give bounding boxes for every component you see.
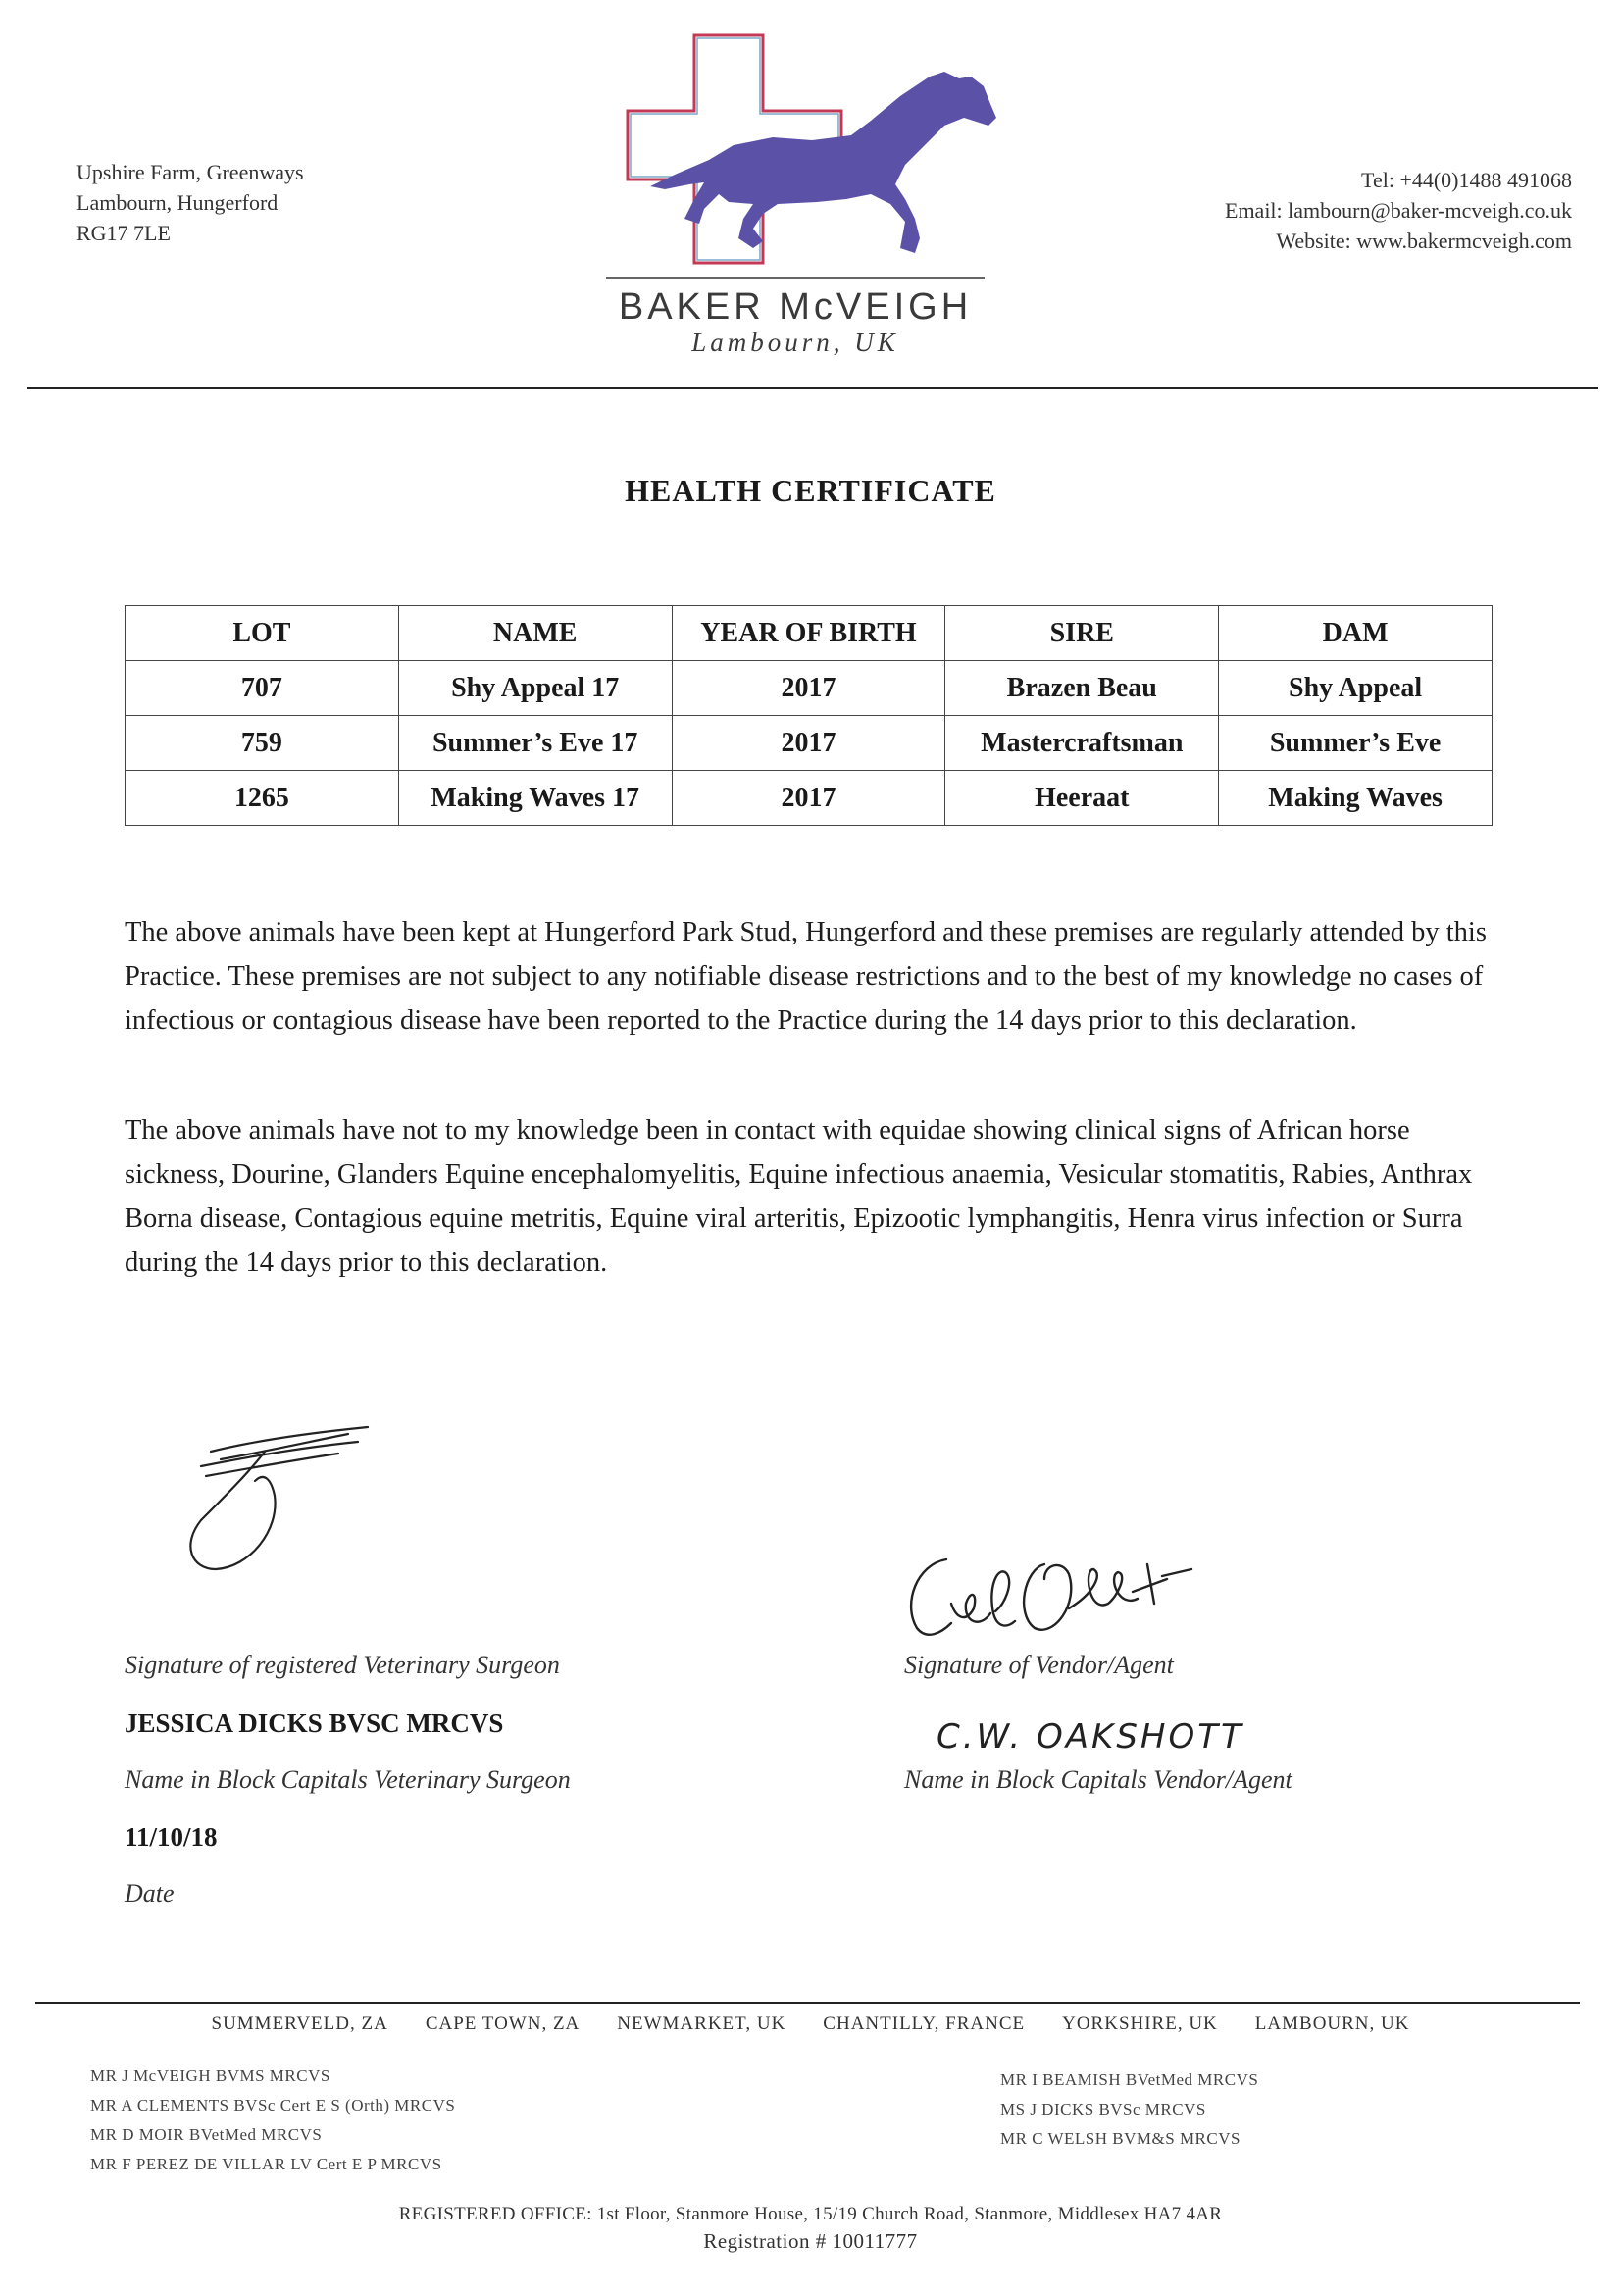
office-location: YORKSHIRE, UK bbox=[1062, 2014, 1218, 2034]
partner-entry: MR C WELSH BVM&S MRCVS bbox=[1000, 2129, 1241, 2148]
practice-contact bbox=[1225, 165, 1572, 256]
table-row bbox=[126, 716, 1493, 771]
office-location: CAPE TOWN, ZA bbox=[425, 2014, 581, 2034]
office-location: SUMMERVELD, ZA bbox=[211, 2014, 388, 2034]
vendor-signature bbox=[897, 1535, 1250, 1643]
column-header-name: NAME bbox=[398, 606, 672, 661]
address-line: Lambourn, Hungerford bbox=[76, 190, 279, 215]
cell-dam: Summer’s Eve bbox=[1219, 716, 1493, 771]
practice-address bbox=[76, 157, 304, 248]
declaration-paragraph-diseases: The above animals have not to my knowledge been in contact with equidae showing clinical signs of African horse sickness, Dourine, Glanders Equine encephalomyelitis, Equine infectious anaemia, Vesicular stomatitis, Rabies, Anthrax Borna disease, Contagious equine metritis, Equine viral arteritis, Epizootic lymphangitis, Henra virus infection or Surra during the 14 days prior to this declaration. bbox=[125, 1115, 1473, 1278]
partner-entry: MR D MOIR BVetMed MRCVS bbox=[90, 2125, 323, 2144]
registration-number: Registration # 10011777 bbox=[703, 2229, 918, 2253]
cell-year: 2017 bbox=[672, 716, 945, 771]
cell-sire: Mastercraftsman bbox=[945, 716, 1219, 771]
column-header-dam: DAM bbox=[1219, 606, 1493, 661]
logo-subtitle: Lambourn, UK bbox=[691, 328, 899, 357]
cell-year: 2017 bbox=[672, 661, 945, 716]
table-header-row bbox=[126, 606, 1493, 661]
vendor-name-label: Name in Block Capitals Vendor/Agent bbox=[904, 1765, 1292, 1794]
certificate-date: 11/10/18 bbox=[125, 1822, 218, 1852]
address-line: Upshire Farm, Greenways bbox=[76, 160, 304, 184]
partner-entry: MR I BEAMISH BVetMed MRCVS bbox=[1000, 2070, 1259, 2089]
partner-entry: MR J McVEIGH BVMS MRCVS bbox=[90, 2066, 330, 2085]
office-locations bbox=[0, 2014, 1621, 2035]
cell-sire: Brazen Beau bbox=[945, 661, 1219, 716]
partners-list-right bbox=[1000, 2066, 1258, 2154]
logo-name: BAKER McVEIGH bbox=[618, 286, 973, 328]
cell-name: Summer’s Eve 17 bbox=[398, 716, 672, 771]
partner-entry: MS J DICKS BVSc MRCVS bbox=[1000, 2100, 1206, 2118]
document-title: HEALTH CERTIFICATE bbox=[625, 473, 996, 508]
column-header-year-of-birth: YEAR OF BIRTH bbox=[672, 606, 945, 661]
office-location: CHANTILLY, FRANCE bbox=[823, 2014, 1026, 2034]
table-row bbox=[126, 771, 1493, 826]
baker-mcveigh-logo bbox=[606, 27, 1018, 322]
contact-website: Website: www.bakermcveigh.com bbox=[1276, 229, 1572, 253]
address-line: RG17 7LE bbox=[76, 221, 171, 245]
header-divider bbox=[27, 387, 1598, 389]
office-location: LAMBOURN, UK bbox=[1254, 2014, 1410, 2034]
vendor-handwritten-name bbox=[937, 1707, 1309, 1760]
cell-sire: Heeraat bbox=[945, 771, 1219, 826]
cell-name: Shy Appeal 17 bbox=[398, 661, 672, 716]
date-label: Date bbox=[125, 1879, 175, 1908]
table-row bbox=[126, 661, 1493, 716]
partner-entry: MR F PEREZ DE VILLAR LV Cert E P MRCVS bbox=[90, 2155, 442, 2173]
partners-list-left bbox=[90, 2062, 455, 2179]
vet-signature bbox=[172, 1412, 387, 1579]
cell-lot: 1265 bbox=[126, 771, 399, 826]
column-header-sire: SIRE bbox=[945, 606, 1219, 661]
partner-entry: MR A CLEMENTS BVSc Cert E S (Orth) MRCVS bbox=[90, 2096, 456, 2115]
footer-divider bbox=[35, 2002, 1580, 2004]
vendor-handwritten-name-text: C.W. OAKSHOTT bbox=[937, 1717, 1244, 1757]
vendor-signature-label: Signature of Vendor/Agent bbox=[904, 1651, 1174, 1679]
cell-dam: Shy Appeal bbox=[1219, 661, 1493, 716]
cell-name: Making Waves 17 bbox=[398, 771, 672, 826]
registered-office: REGISTERED OFFICE: 1st Floor, Stanmore House, 15/19 Church Road, Stanmore, Middlesex HA7 4AR bbox=[398, 2204, 1223, 2224]
cell-dam: Making Waves bbox=[1219, 771, 1493, 826]
vet-signature-label: Signature of registered Veterinary Surgeon bbox=[125, 1651, 560, 1679]
cell-year: 2017 bbox=[672, 771, 945, 826]
contact-phone: Tel: +44(0)1488 491068 bbox=[1361, 168, 1572, 192]
horse-icon bbox=[650, 72, 996, 253]
vet-name-label: Name in Block Capitals Veterinary Surgeon bbox=[125, 1765, 571, 1794]
office-location: NEWMARKET, UK bbox=[617, 2014, 786, 2034]
column-header-lot: LOT bbox=[126, 606, 399, 661]
horses-table bbox=[125, 605, 1493, 826]
vet-name: JESSICA DICKS BVSC MRCVS bbox=[125, 1709, 504, 1738]
cell-lot: 707 bbox=[126, 661, 399, 716]
cell-lot: 759 bbox=[126, 716, 399, 771]
declaration-paragraph-premises: The above animals have been kept at Hungerford Park Stud, Hungerford and these premises are regularly attended by this Practice. These premises are not subject to any notifiable disease restrictions and to the best of my knowledge no cases of infectious or contagious disease have been reported to the Practice during the 14 days prior to this declaration. bbox=[125, 917, 1487, 1036]
contact-email: Email: lambourn@baker-mcveigh.co.uk bbox=[1225, 198, 1572, 223]
